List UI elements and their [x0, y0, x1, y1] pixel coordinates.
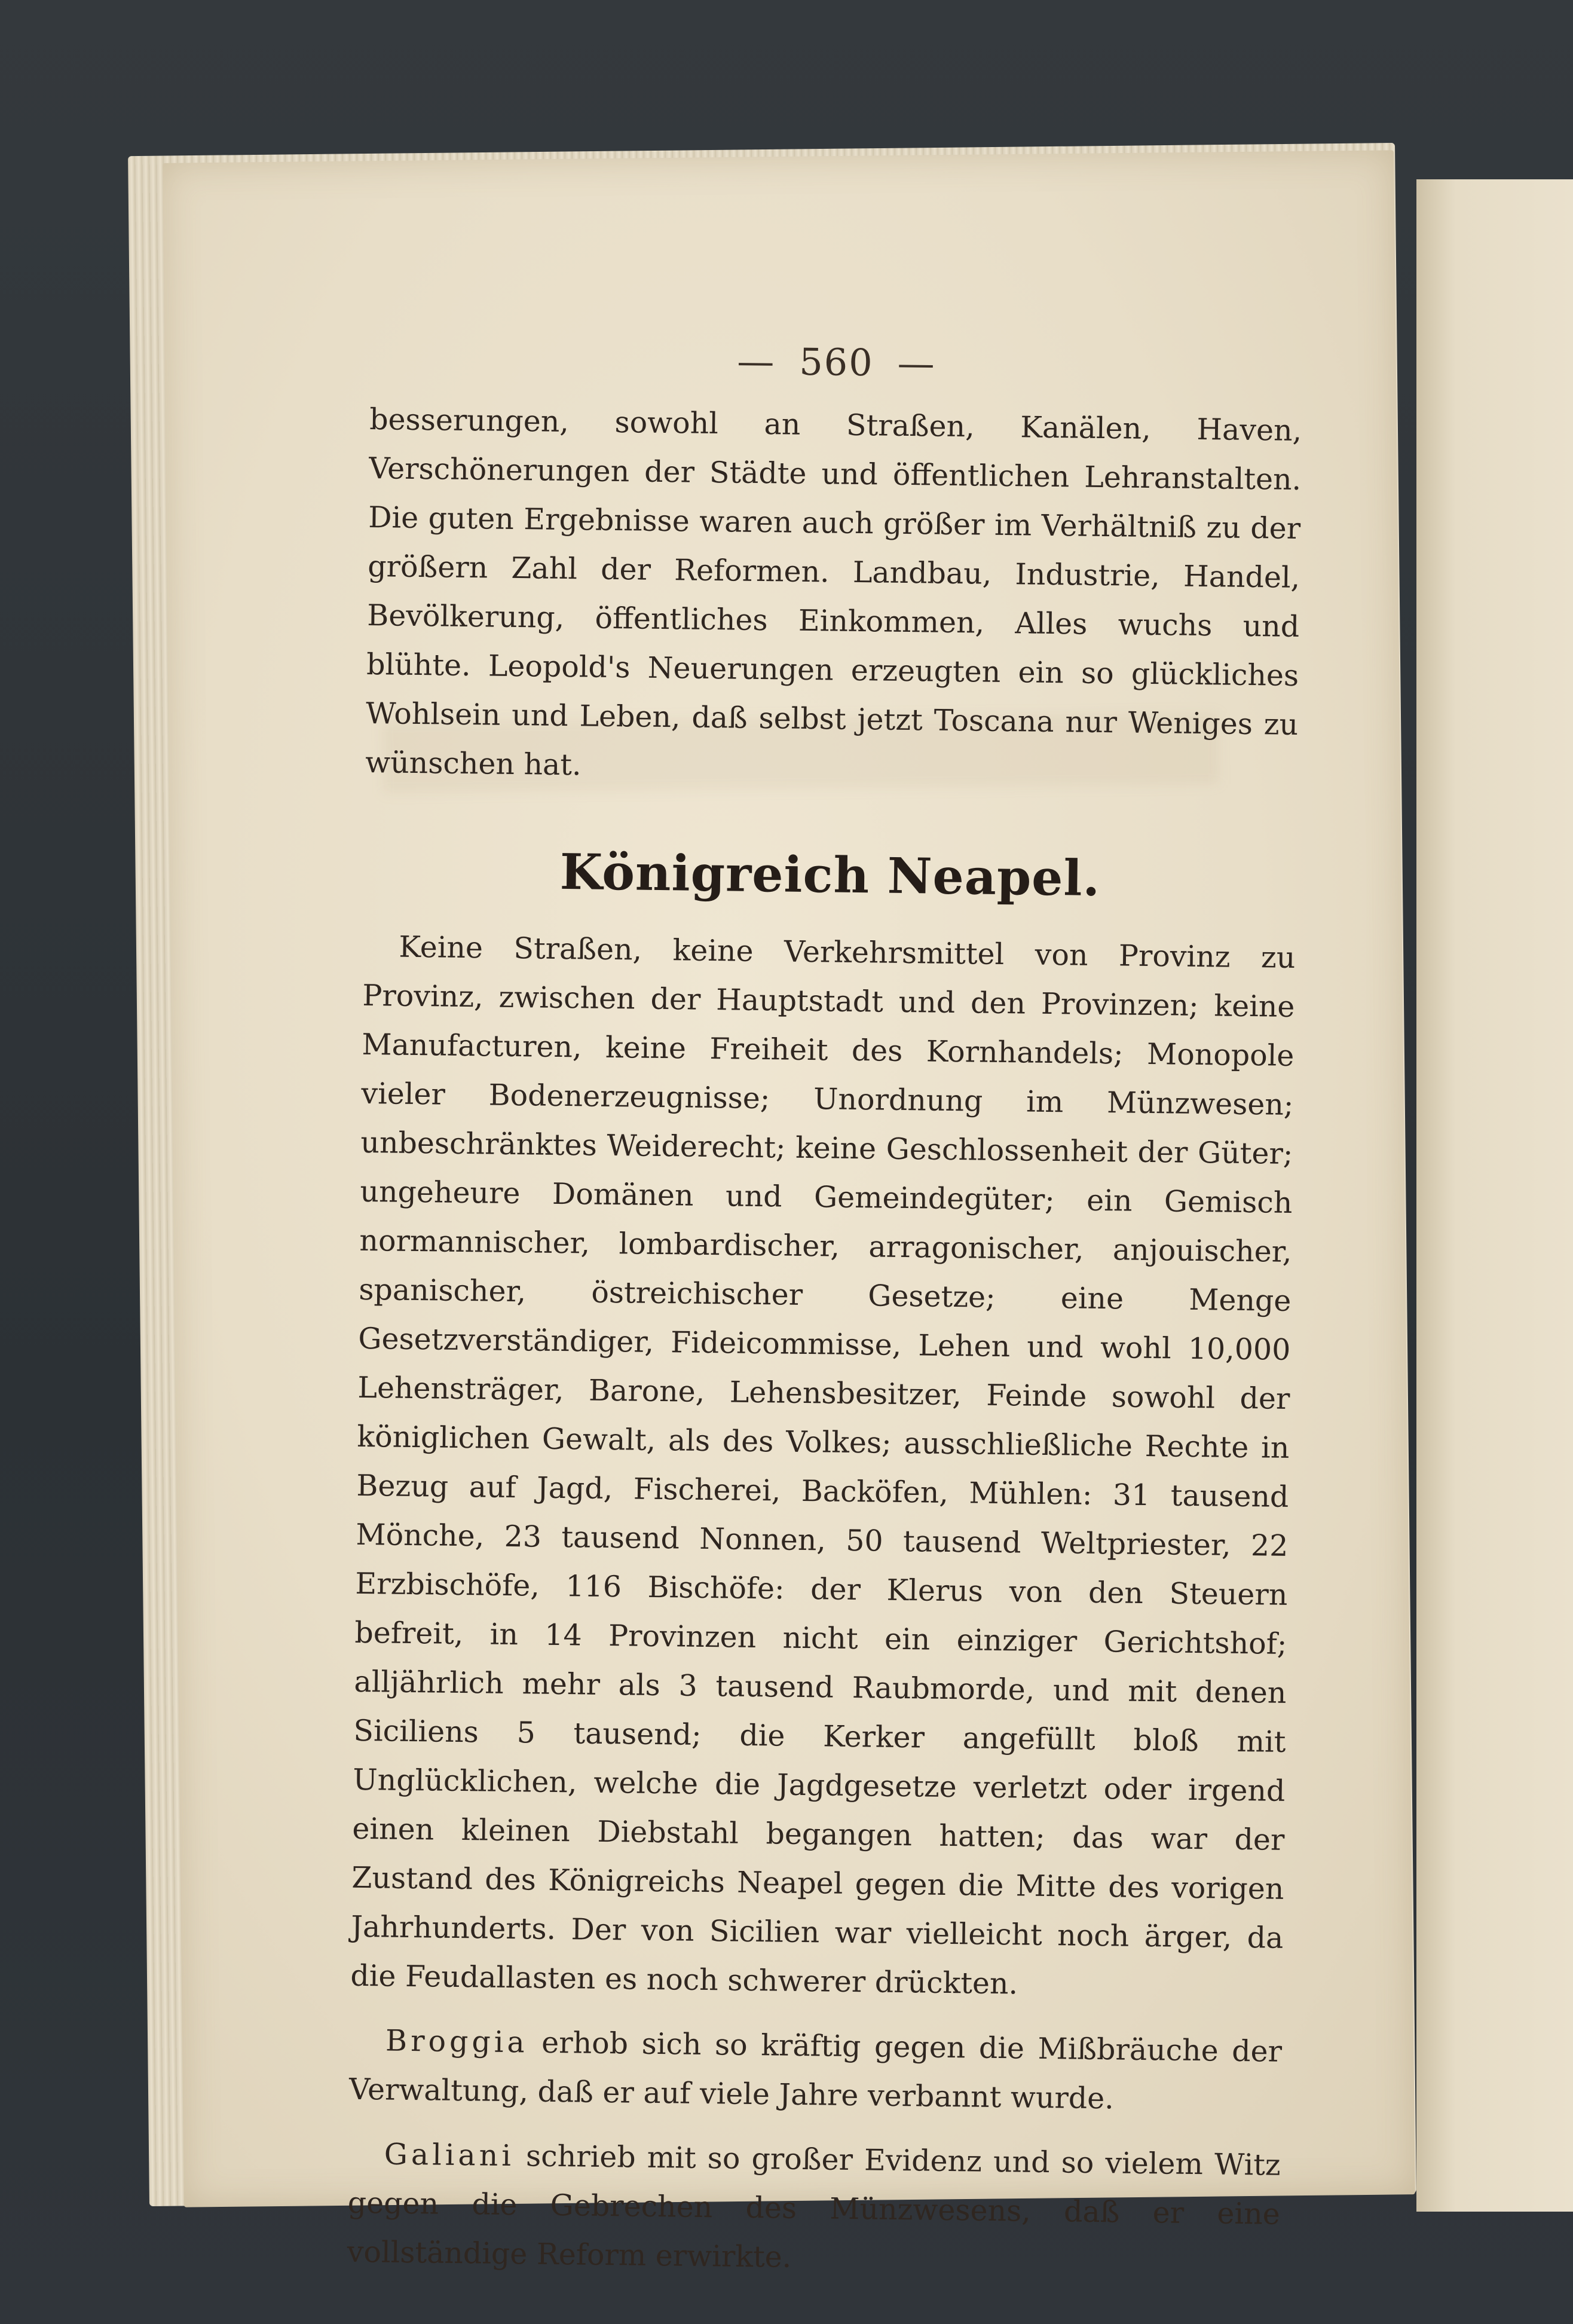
opening-paragraph: besserungen, sowohl an Straßen, Kanälen, Haven, Verschönerungen der Städte und öffentlichen Lehranstalten. Die guten Ergebnisse waren auch größer im Verhältniß zu der größern Zahl der Reformen. Landbau, Industrie, Handel, Bevölkerung, öffentliches Einkommen, Alles wuchs und blühte. Leopold's Neuerungen erzeugten ein so glückliches Wohlsein und Leben, daß selbst jetzt Toscana nur Weniges zu wünschen hat. [365, 402, 1302, 782]
galiani-paragraph [347, 2130, 1281, 2288]
page-number: 560 [798, 340, 874, 385]
broggia-paragraph [349, 2016, 1283, 2126]
section-paragraph: Keine Straßen, keine Verkehrsmittel von Provinz zu Provinz, zwischen der Hauptstadt und den Provinzen; keine Manufacturen, keine Freiheit des Kornhandels; Monopole vieler Bodenerzeugnisse; Unordnung im Münzwesen; unbeschränktes Weiderecht; keine Geschlossenheit der Güter; ungeheure Domänen und Gemeindegüter; ein Gemisch normannischer, lombardischer, arragonischer, anjouischer, spanischer, östreichischer Gesetze; eine Menge Gesetzverständiger, Fideicommisse, Lehen und wohl 10,000 Lehensträger, Barone, Lehensbesitzer, Feinde sowohl der königlichen Gewalt, als des Volkes; ausschließliche Rechte in Bezug auf Jagd, Fischerei, Backöfen, Mühlen: 31 tausend Mönche, 23 tausend Nonnen, 50 tausend Weltpriester, 22 Erzbischöfe, 116 Bischöfe: der Klerus von den Steuern befreit, in 14 Provinzen nicht ein einziger Gerichtshof; alljährlich mehr als 3 tausend Raubmorde, und mit denen Siciliens 5 tausend; die Kerker angefüllt bloß mit Unglücklichen, welche die Jagdgesetze verletzt oder irgend einen kleinen Diebstahl begangen hatten; das war der Zustand des Königreichs Neapel gegen die Mitte des vorigen Jahrhunderts. Der von Sicilien war vielleicht noch ärger, da die Feudallasten es noch schwerer drückten. [350, 929, 1296, 2001]
page-content [347, 335, 1303, 2288]
adjacent-page-edge [1416, 179, 1573, 2212]
broggia-name: Broggia [385, 2023, 529, 2060]
broggia-text: erhob sich so kräftig gegen die Mißbräuche der Verwaltung, daß er auf viele Jahre verbannt wurde. [348, 2025, 1283, 2116]
galiani-text: schrieb mit so großer Evidenz und so vielem Witz gegen die Gebrechen des Münzwesens, daß er eine vollständige Reform erwirkte. [347, 2139, 1281, 2274]
galiani-name: Galiani [384, 2137, 515, 2173]
page-number-dash-left: — [736, 339, 776, 384]
page-number-dash-right: — [897, 341, 937, 386]
section-heading: Königreich Neapel. [559, 843, 1101, 907]
